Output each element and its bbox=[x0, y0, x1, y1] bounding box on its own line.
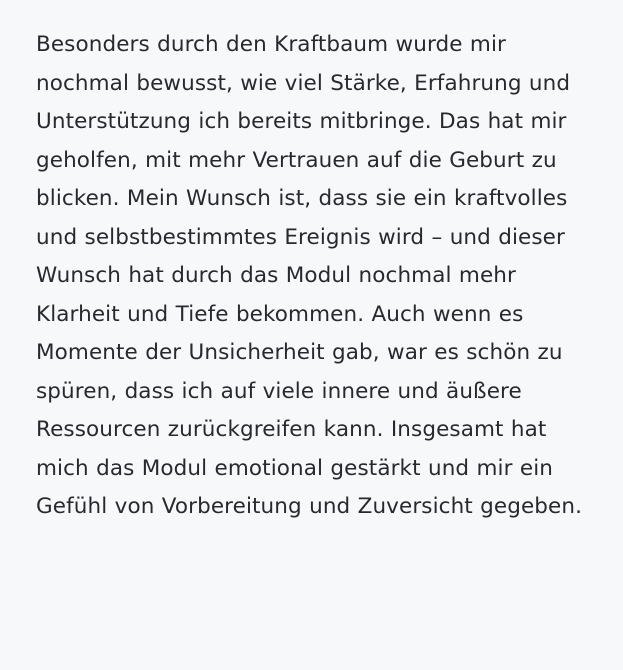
paragraph-text: Besonders durch den Kraftbaum wurde mir nochmal bewusst, wie viel Stärke, Erfahrung und Unterstützung ich bereits mitbringe. Das hat mir geholfen, mit mehr Vertrauen auf die Geburt zu blicken. Mein Wunsch ist, dass sie ein kraftvolles und selbstbestimmtes Ereignis wird – und dieser Wunsch hat durch das Modul nochmal mehr Klarheit und Tiefe bekommen. Auch wenn es Momente der Unsicherheit gab, war es schön zu spüren, dass ich auf viele innere und äußere Ressourcen zurückgreifen kann. Insgesamt hat mich das Modul emotional gestärkt und mir ein Gefühl von Vorbereitung und Zuversicht gegeben. bbox=[36, 32, 583, 519]
